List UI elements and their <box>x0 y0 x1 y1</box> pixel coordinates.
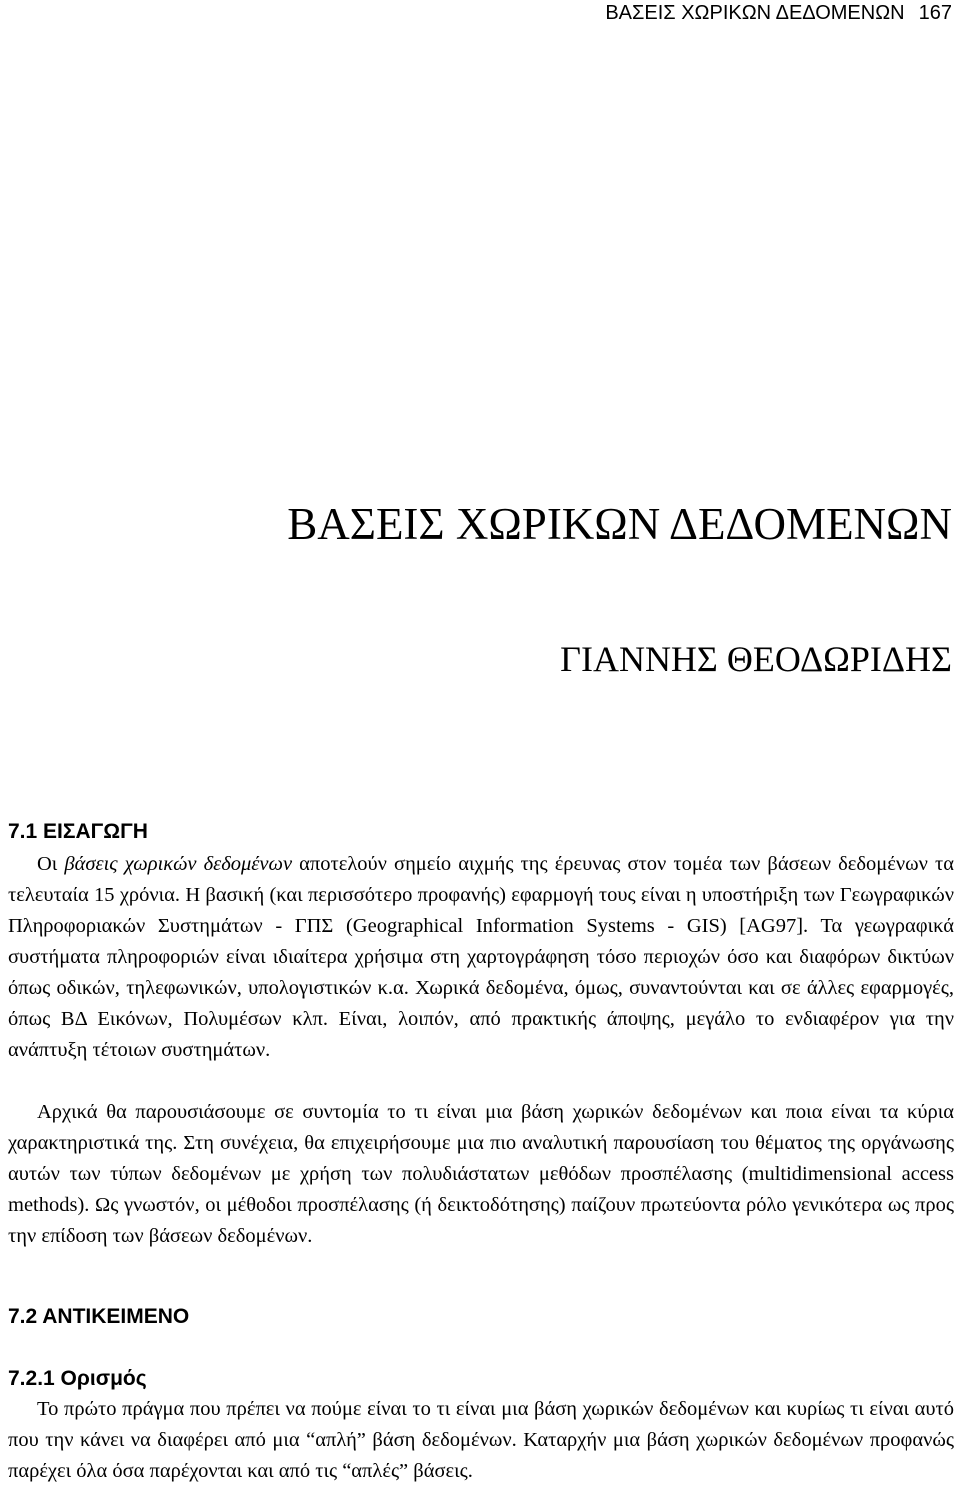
paragraph-text: αποτελούν σημείο αιχμής της έρευνας στον τομέα των βάσεων δεδομένων τα τελευταία 15 χρόνια. Η βασική (και περισσότερο προφανής) εφαρμογή τους είναι η υποστήριξη των Γεωγραφικών Πληροφοριακών Συστημάτων - ΓΠΣ (Geographical Information Systems - GIS) [AG97]. Τα γεωγραφικά συστήματα πληροφοριών είναι ιδιαίτερα χρήσιμα στη χαρτογράφηση τόσο περιοχών όσο και διαφόρων δικτύων όπως οδικών, τηλεφωνικών, υπολογιστικών κ.α. Χωρικά δεδομένα, όμως, συναντούνται και σε άλλες εφαρμογές, όπως ΒΔ Εικόνων, Πολυμέσων κλπ. Είναι, λοιπόν, από πρακτικής άποψης, μεγάλο το ενδιαφέρον για την ανάπτυξη τέτοιων συστημάτων. <box>8 853 954 1061</box>
paragraph-overview: Αρχικά θα παρουσιάσουμε σε συντομία το τι είναι μια βάση χωρικών δεδομένων και ποια είναι τα κύρια χαρακτηριστικά της. Στη συνέχεια, θα επιχειρήσουμε μια πιο αναλυτική παρουσίαση του θέματος της οργάνωσης αυτών των τύπων δεδομένων με χρήση των πολυδιάστατων μεθόδων προσπέλασης (multidimensional access methods). Ως γνωστόν, οι μέθοδοι προσπέλασης (ή δεικτοδότησης) παίζουν πρωτεύοντα ρόλο γενικότερα ως προς την επίδοση των βάσεων δεδομένων. <box>8 1101 954 1247</box>
paragraph-definition: Το πρώτο πράγμα που πρέπει να πούμε είναι το τι είναι μια βάση χωρικών δεδομένων και κυρίως τι είναι αυτό που την κάνει να διαφέρει από μια “απλή” βάση δεδομένων. Καταρχήν μια βάση χωρικών δεδομένων προφανώς παρέχει όλα όσα παρέχονται και από τις “απλές” βάσεις. <box>8 1398 954 1482</box>
section-heading-7-1: 7.1 ΕΙΣΑΓΩΓΗ <box>8 820 148 843</box>
chapter-author: ΓΙΑΝΝΗΣ ΘΕΟΔΩΡΙΔΗΣ <box>560 639 952 679</box>
emphasis-spatial-databases: βάσεις χωρικών δεδομένων <box>64 853 293 875</box>
section-heading-7-2-1: 7.2.1 Ορισμός <box>8 1367 147 1390</box>
section-heading-7-2: 7.2 ΑΝΤΙΚΕΙΜΕΝΟ <box>8 1305 190 1328</box>
running-header <box>605 0 952 26</box>
paragraph-introduction <box>8 849 954 1066</box>
chapter-title: ΒΑΣΕΙΣ ΧΩΡΙΚΩΝ ΔΕΔΟΜΕΝΩΝ <box>287 499 952 549</box>
paragraph-lead: Οι <box>37 853 65 875</box>
running-header-title: ΒΑΣΕΙΣ ΧΩΡΙΚΩΝ ΔΕΔΟΜΕΝΩΝ <box>605 2 905 24</box>
page-number: 167 <box>918 2 952 24</box>
